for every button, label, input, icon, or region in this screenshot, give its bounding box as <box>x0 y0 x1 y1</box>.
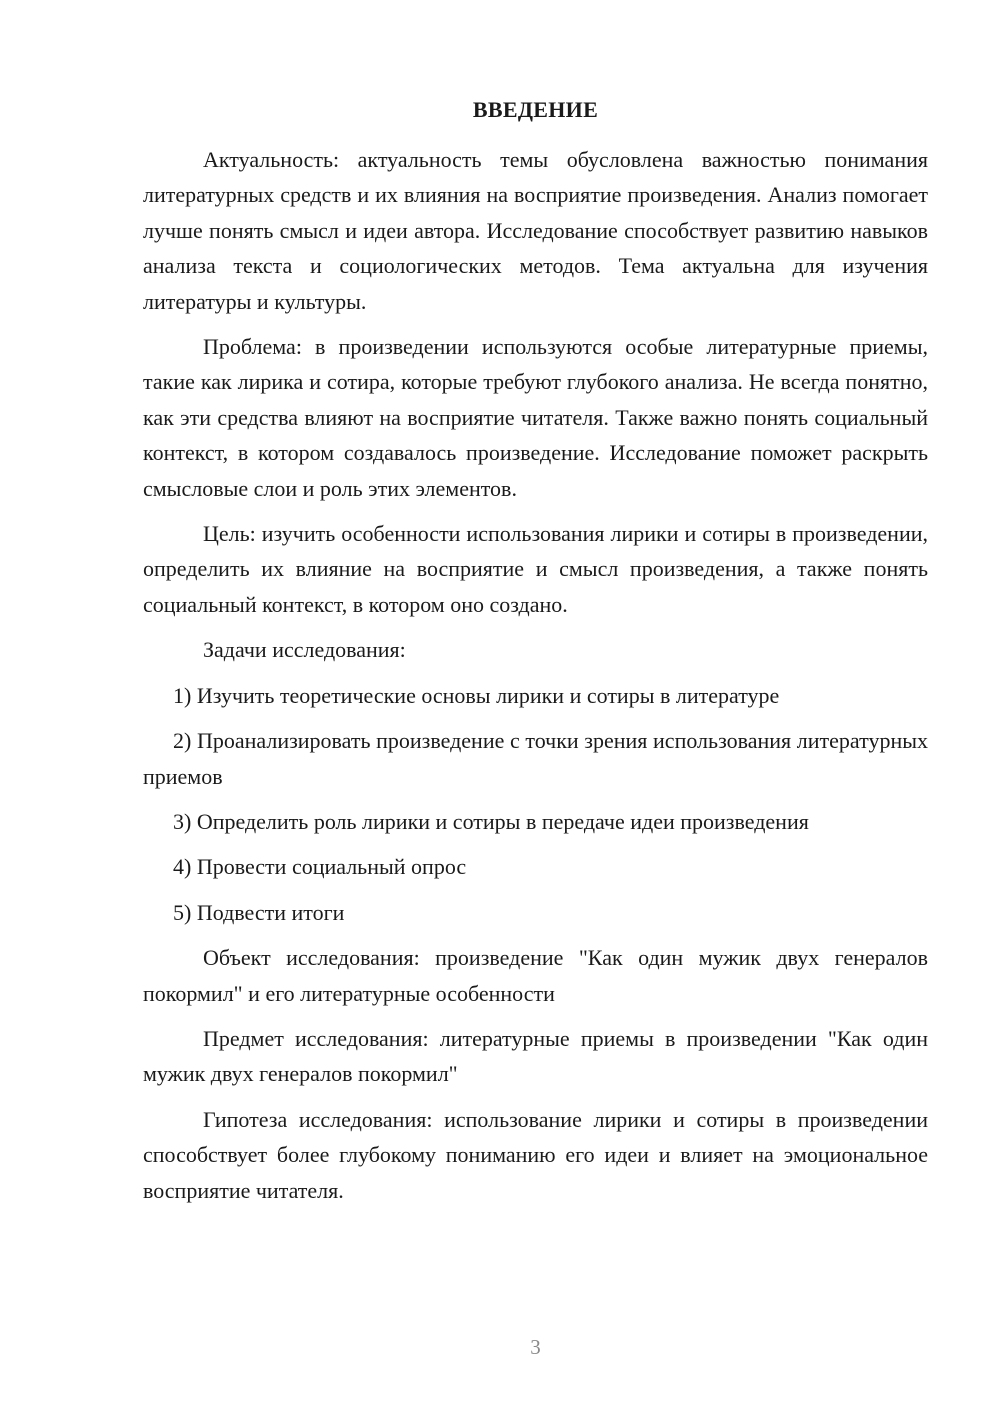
relevance-paragraph: Актуальность: актуальность темы обусловлена важностью понимания литературных средств и их влияния на восприятие произведения. Анализ помогает лучше понять смысл и идеи автора. Исследование способствует развитию навыков анализа текста и социологических методов. Тема актуальна для изучения литературы и культуры. <box>143 147 928 314</box>
task-item: 5) Подвести итоги <box>173 899 345 925</box>
task-item: 4) Провести социальный опрос <box>173 854 467 880</box>
task-item: 1) Изучить теоретические основы лирики и сотиры в литературе <box>173 682 780 708</box>
problem-paragraph: Проблема: в произведении используются особые литературные приемы, такие как лирика и сотира, которые требуют глубокого анализа. Не всегда понятно, как эти средства влияют на восприятие читателя. Также важно понять социальный контекст, в котором создавалось произведение. Исследование поможет раскрыть смысловые слои и роль этих элементов. <box>143 334 928 501</box>
task-item: 3) Определить роль лирики и сотиры в передаче идеи произведения <box>173 808 809 834</box>
goal-paragraph: Цель: изучить особенности использования лирики и сотиры в произведении, определить их влияние на восприятие и смысл произведения, а также понять социальный контекст, в котором оно создано. <box>143 521 928 617</box>
tasks-heading: Задачи исследования: <box>203 637 406 663</box>
document-page <box>143 0 928 1414</box>
page-number: 3 <box>530 1335 541 1359</box>
section-title: ВВЕДЕНИЕ <box>472 97 599 122</box>
subject-paragraph: Предмет исследования: литературные приемы в произведении "Как один мужик двух генералов покормил" <box>143 1025 928 1087</box>
document-body <box>143 142 928 1218</box>
object-paragraph: Объект исследования: произведение "Как один мужик двух генералов покормил" и его литературные особенности <box>143 945 928 1006</box>
task-item: 2) Проанализировать произведение с точки зрения использования литературных приемов <box>143 728 928 789</box>
hypothesis-paragraph: Гипотеза исследования: использование лирики и сотиры в произведении способствует более глубокому пониманию его идеи и влияет на эмоциональное восприятие читателя. <box>143 1106 928 1203</box>
